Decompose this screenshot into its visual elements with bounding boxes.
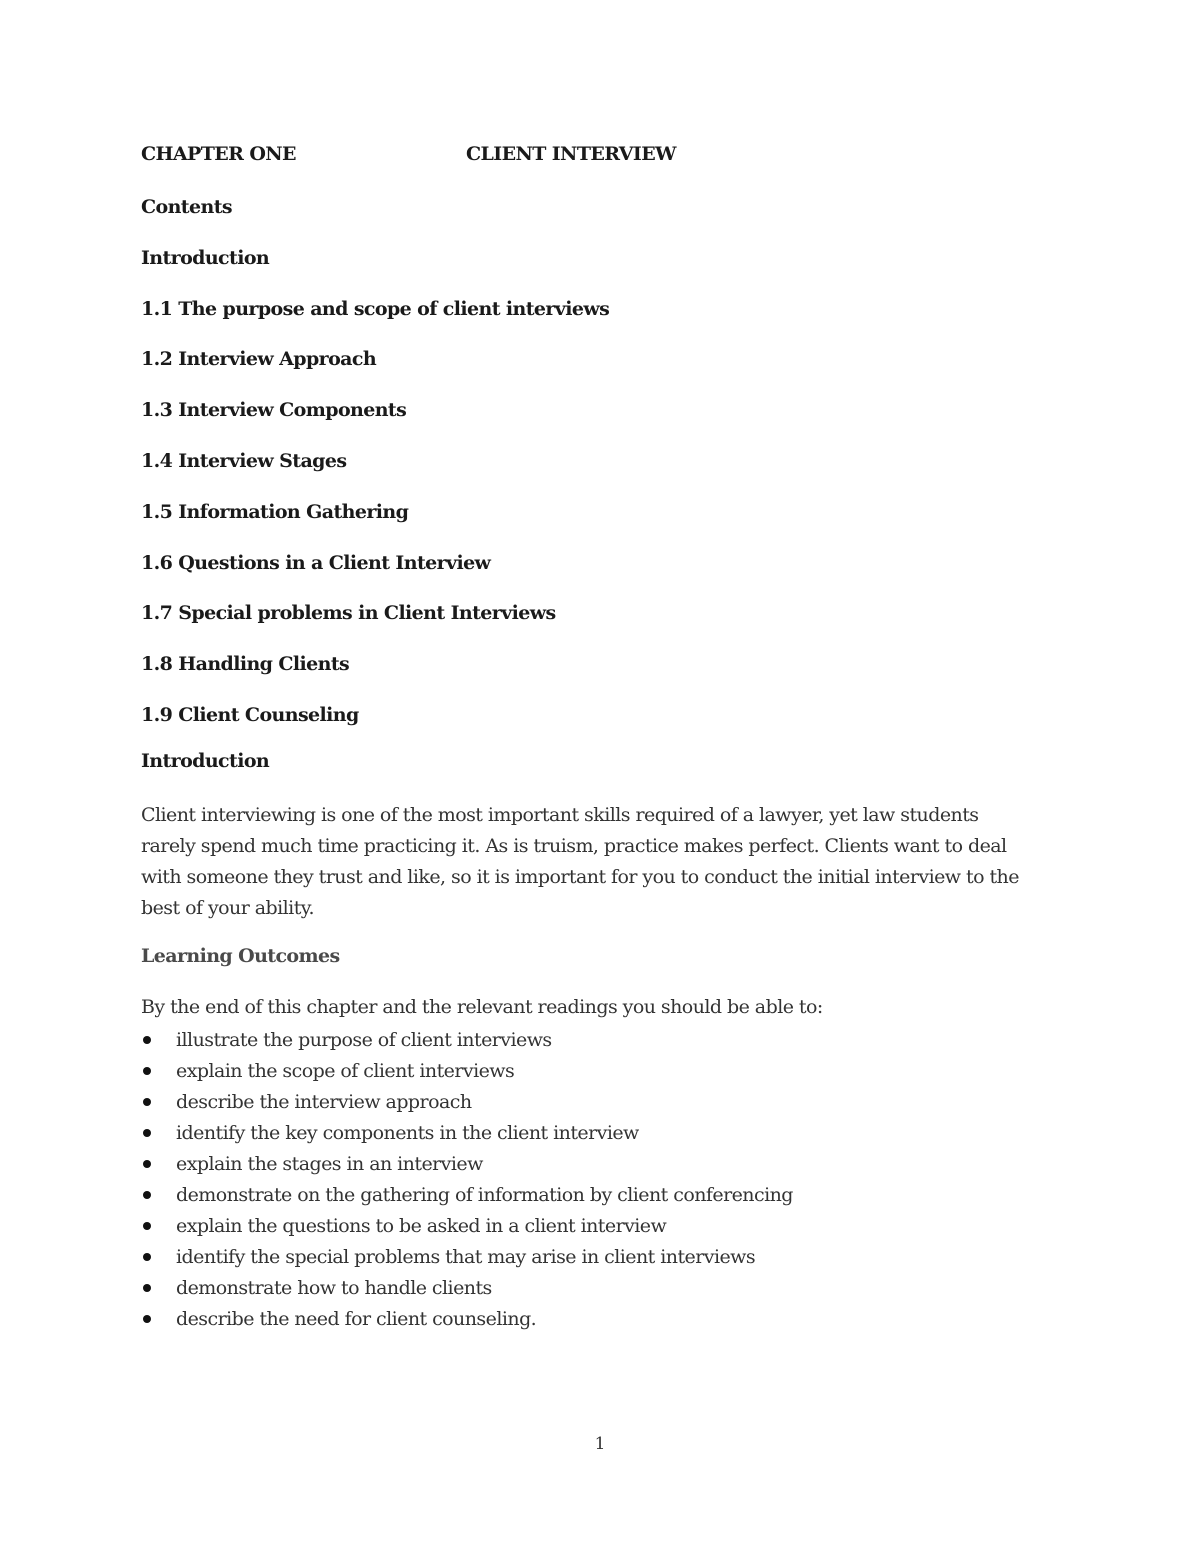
introduction-line: best of your ability. xyxy=(141,897,314,919)
list-item xyxy=(141,1213,1041,1244)
list-item-text: describe the need for client counseling. xyxy=(176,1308,537,1330)
toc-item-1-3: 1.3 Interview Components xyxy=(141,399,407,422)
list-item xyxy=(141,1058,1041,1089)
bullet-icon xyxy=(143,1067,151,1075)
list-item xyxy=(141,1182,1041,1213)
bullet-icon xyxy=(143,1036,151,1044)
list-item-text: explain the scope of client interviews xyxy=(176,1060,515,1082)
list-item xyxy=(141,1151,1041,1182)
introduction-line: with someone they trust and like, so it is important for you to conduct the initial interview to the xyxy=(141,866,1019,888)
bullet-icon xyxy=(143,1129,151,1137)
learning-outcomes-heading: Learning Outcomes xyxy=(141,945,340,967)
list-item-text: describe the interview approach xyxy=(176,1091,472,1113)
bullet-icon xyxy=(143,1315,151,1323)
toc-item-1-2: 1.2 Interview Approach xyxy=(141,348,377,371)
toc-item-1-5: 1.5 Information Gathering xyxy=(141,500,409,523)
list-item-text: explain the questions to be asked in a client interview xyxy=(176,1215,667,1237)
learning-outcomes-list xyxy=(141,1027,1041,1337)
list-item-text: demonstrate on the gathering of information by client conferencing xyxy=(176,1184,793,1206)
list-item-text: explain the stages in an interview xyxy=(176,1153,483,1175)
toc-item-1-7: 1.7 Special problems in Client Interviews xyxy=(141,602,556,625)
list-item-text: identify the key components in the client interview xyxy=(176,1122,639,1144)
list-item xyxy=(141,1120,1041,1151)
introduction-line: Client interviewing is one of the most important skills required of a lawyer, yet law students xyxy=(141,804,979,826)
bullet-icon xyxy=(143,1222,151,1230)
learning-outcomes-intro: By the end of this chapter and the relevant readings you should be able to: xyxy=(141,996,823,1018)
introduction-paragraph xyxy=(141,800,1061,924)
chapter-number: CHAPTER ONE xyxy=(141,143,296,165)
list-item xyxy=(141,1244,1041,1275)
bullet-icon xyxy=(143,1191,151,1199)
toc-item-1-4: 1.4 Interview Stages xyxy=(141,449,347,472)
chapter-heading xyxy=(141,143,941,173)
chapter-title: CLIENT INTERVIEW xyxy=(466,143,676,165)
list-item-text: demonstrate how to handle clients xyxy=(176,1277,492,1299)
toc-heading: Contents xyxy=(141,196,232,218)
toc-item-1-9: 1.9 Client Counseling xyxy=(141,703,359,726)
list-item-text: illustrate the purpose of client interviews xyxy=(176,1029,552,1051)
toc-item-1-8: 1.8 Handling Clients xyxy=(141,653,350,676)
introduction-line: rarely spend much time practicing it. As is truism, practice makes perfect. Clients want to deal xyxy=(141,835,1007,857)
list-item xyxy=(141,1306,1041,1337)
bullet-icon xyxy=(143,1160,151,1168)
introduction-heading: Introduction xyxy=(141,750,270,772)
table-of-contents xyxy=(141,194,1041,753)
bullet-icon xyxy=(143,1098,151,1106)
page-number: 1 xyxy=(594,1434,606,1454)
list-item-text: identify the special problems that may arise in client interviews xyxy=(176,1246,756,1268)
toc-item-1-6: 1.6 Questions in a Client Interview xyxy=(141,551,491,574)
toc-item-introduction: Introduction xyxy=(141,246,270,269)
list-item xyxy=(141,1275,1041,1306)
bullet-icon xyxy=(143,1253,151,1261)
list-item xyxy=(141,1089,1041,1120)
list-item xyxy=(141,1027,1041,1058)
bullet-icon xyxy=(143,1284,151,1292)
toc-item-1-1: 1.1 The purpose and scope of client interviews xyxy=(141,297,610,320)
